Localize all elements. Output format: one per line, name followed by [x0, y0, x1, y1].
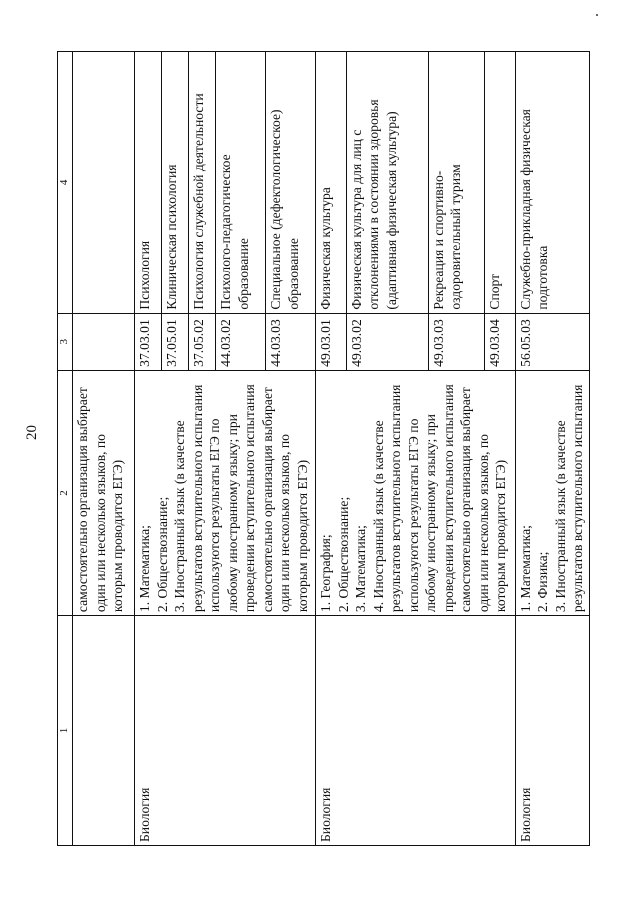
program-line: (адаптивная физическая культура) — [383, 111, 399, 310]
subject-cell: Биология — [515, 616, 589, 846]
requirement-line: самостоятельно организация выбирает — [75, 387, 90, 613]
table-row — [73, 52, 135, 846]
program-line: Психолого-педагогическое — [218, 154, 234, 310]
program-line: подготовка — [535, 245, 551, 310]
requirement-line: 3. Иностранный язык (в качестве — [552, 420, 568, 613]
code-cell: 56.05.03 — [515, 313, 589, 370]
program-cell — [428, 52, 484, 314]
page-number: 20 — [24, 425, 40, 440]
subject-cell: Биология — [135, 616, 316, 846]
requirement-line: проведении вступительного испытания — [440, 384, 456, 613]
requirement-line: 1. Математика; — [137, 525, 152, 613]
requirements-cell — [316, 370, 515, 615]
code-cell: 37.03.01 — [135, 313, 162, 370]
header-col-2: 2 — [58, 370, 73, 615]
requirement-line: 1. Математика; — [517, 525, 533, 613]
table-row — [135, 52, 162, 846]
table-row — [515, 52, 589, 846]
admission-table — [57, 51, 590, 846]
program-line: образование — [235, 238, 251, 310]
program-line: Физическая культура — [318, 187, 334, 310]
requirement-line: один или несколько языков, по — [475, 434, 491, 613]
program-line: Спорт — [487, 273, 503, 310]
program-cell — [216, 52, 266, 314]
program-line: Психология — [137, 240, 152, 310]
header-col-3: 3 — [58, 313, 73, 370]
requirement-line: которым проводится ЕГЭ) — [493, 459, 509, 613]
code-cell: 49.03.03 — [428, 313, 484, 370]
requirement-line: 2. Физика; — [535, 551, 551, 613]
requirement-line: любому иностранному языку; при — [423, 414, 439, 613]
requirement-line: 4. Иностранный язык (в качестве — [370, 420, 386, 613]
requirement-line: проведении вступительного испытания — [242, 384, 257, 613]
requirement-line: один или несколько языков, по — [92, 434, 108, 613]
code-cell: 49.03.01 — [316, 313, 346, 370]
program-cell — [189, 52, 216, 314]
program-line: оздоровительный туризм — [448, 164, 464, 310]
code-cell: 37.05.01 — [162, 313, 189, 370]
requirement-line: 3. Математика; — [353, 525, 369, 613]
program-cell — [266, 52, 316, 314]
scan-speck — [596, 14, 598, 16]
table-rotated-wrapper — [57, 51, 590, 846]
requirement-line: результатов вступительного испытания — [570, 384, 586, 613]
requirement-line: любому иностранному языку; при — [224, 414, 240, 613]
code-cell: 44.03.03 — [266, 313, 316, 370]
table-row — [316, 52, 346, 846]
code-cell — [73, 313, 135, 370]
program-line: Служебно-прикладная физическая — [517, 109, 533, 310]
code-cell: 44.03.02 — [216, 313, 266, 370]
program-cell — [73, 52, 135, 314]
requirement-line: 2. Обществознание; — [335, 496, 351, 613]
requirement-line: которым проводится ЕГЭ) — [110, 459, 125, 613]
program-cell — [515, 52, 589, 314]
requirements-cell — [73, 370, 135, 615]
requirements-cell — [135, 370, 316, 615]
code-cell: 49.03.02 — [346, 313, 428, 370]
subject-cell: Биология — [316, 616, 515, 846]
subject-cell — [73, 616, 135, 846]
program-cell — [135, 52, 162, 314]
program-line: отклонениями в состоянии здоровья — [366, 99, 382, 310]
program-line: Физическая культура для лиц с — [348, 129, 364, 310]
program-cell — [316, 52, 346, 314]
code-cell: 37.05.02 — [189, 313, 216, 370]
program-cell — [485, 52, 515, 314]
requirement-line: используются результаты ЕГЭ по — [207, 418, 222, 613]
requirement-line: 2. Обществознание; — [154, 496, 170, 613]
program-cell — [346, 52, 428, 314]
requirement-line: результатов вступительного испытания — [388, 384, 404, 613]
requirement-line: 1. География; — [318, 534, 334, 613]
program-line: Клиническая психология — [164, 164, 180, 310]
requirement-line: 3. Иностранный язык (в качестве — [172, 420, 187, 613]
program-line: образование — [285, 238, 301, 310]
program-line: Рекреация и спортивно- — [430, 170, 446, 310]
header-col-1: 1 — [58, 616, 73, 846]
header-col-4: 4 — [58, 52, 73, 314]
requirement-line: самостоятельно организация выбирает — [259, 387, 275, 613]
program-line: Специальное (дефектологическое) — [268, 109, 284, 310]
requirement-line: которым проводится ЕГЭ) — [294, 459, 310, 613]
program-line: Психология служебной деятельности — [191, 93, 207, 310]
requirement-line: один или несколько языков, по — [277, 434, 292, 613]
header-row — [58, 52, 73, 846]
program-cell — [162, 52, 189, 314]
requirement-line: самостоятельно организация выбирает — [458, 387, 474, 613]
requirement-line: используются результаты ЕГЭ по — [405, 418, 421, 613]
code-cell: 49.03.04 — [485, 313, 515, 370]
requirement-line: результатов вступительного испытания — [189, 384, 205, 613]
requirements-cell — [515, 370, 589, 615]
